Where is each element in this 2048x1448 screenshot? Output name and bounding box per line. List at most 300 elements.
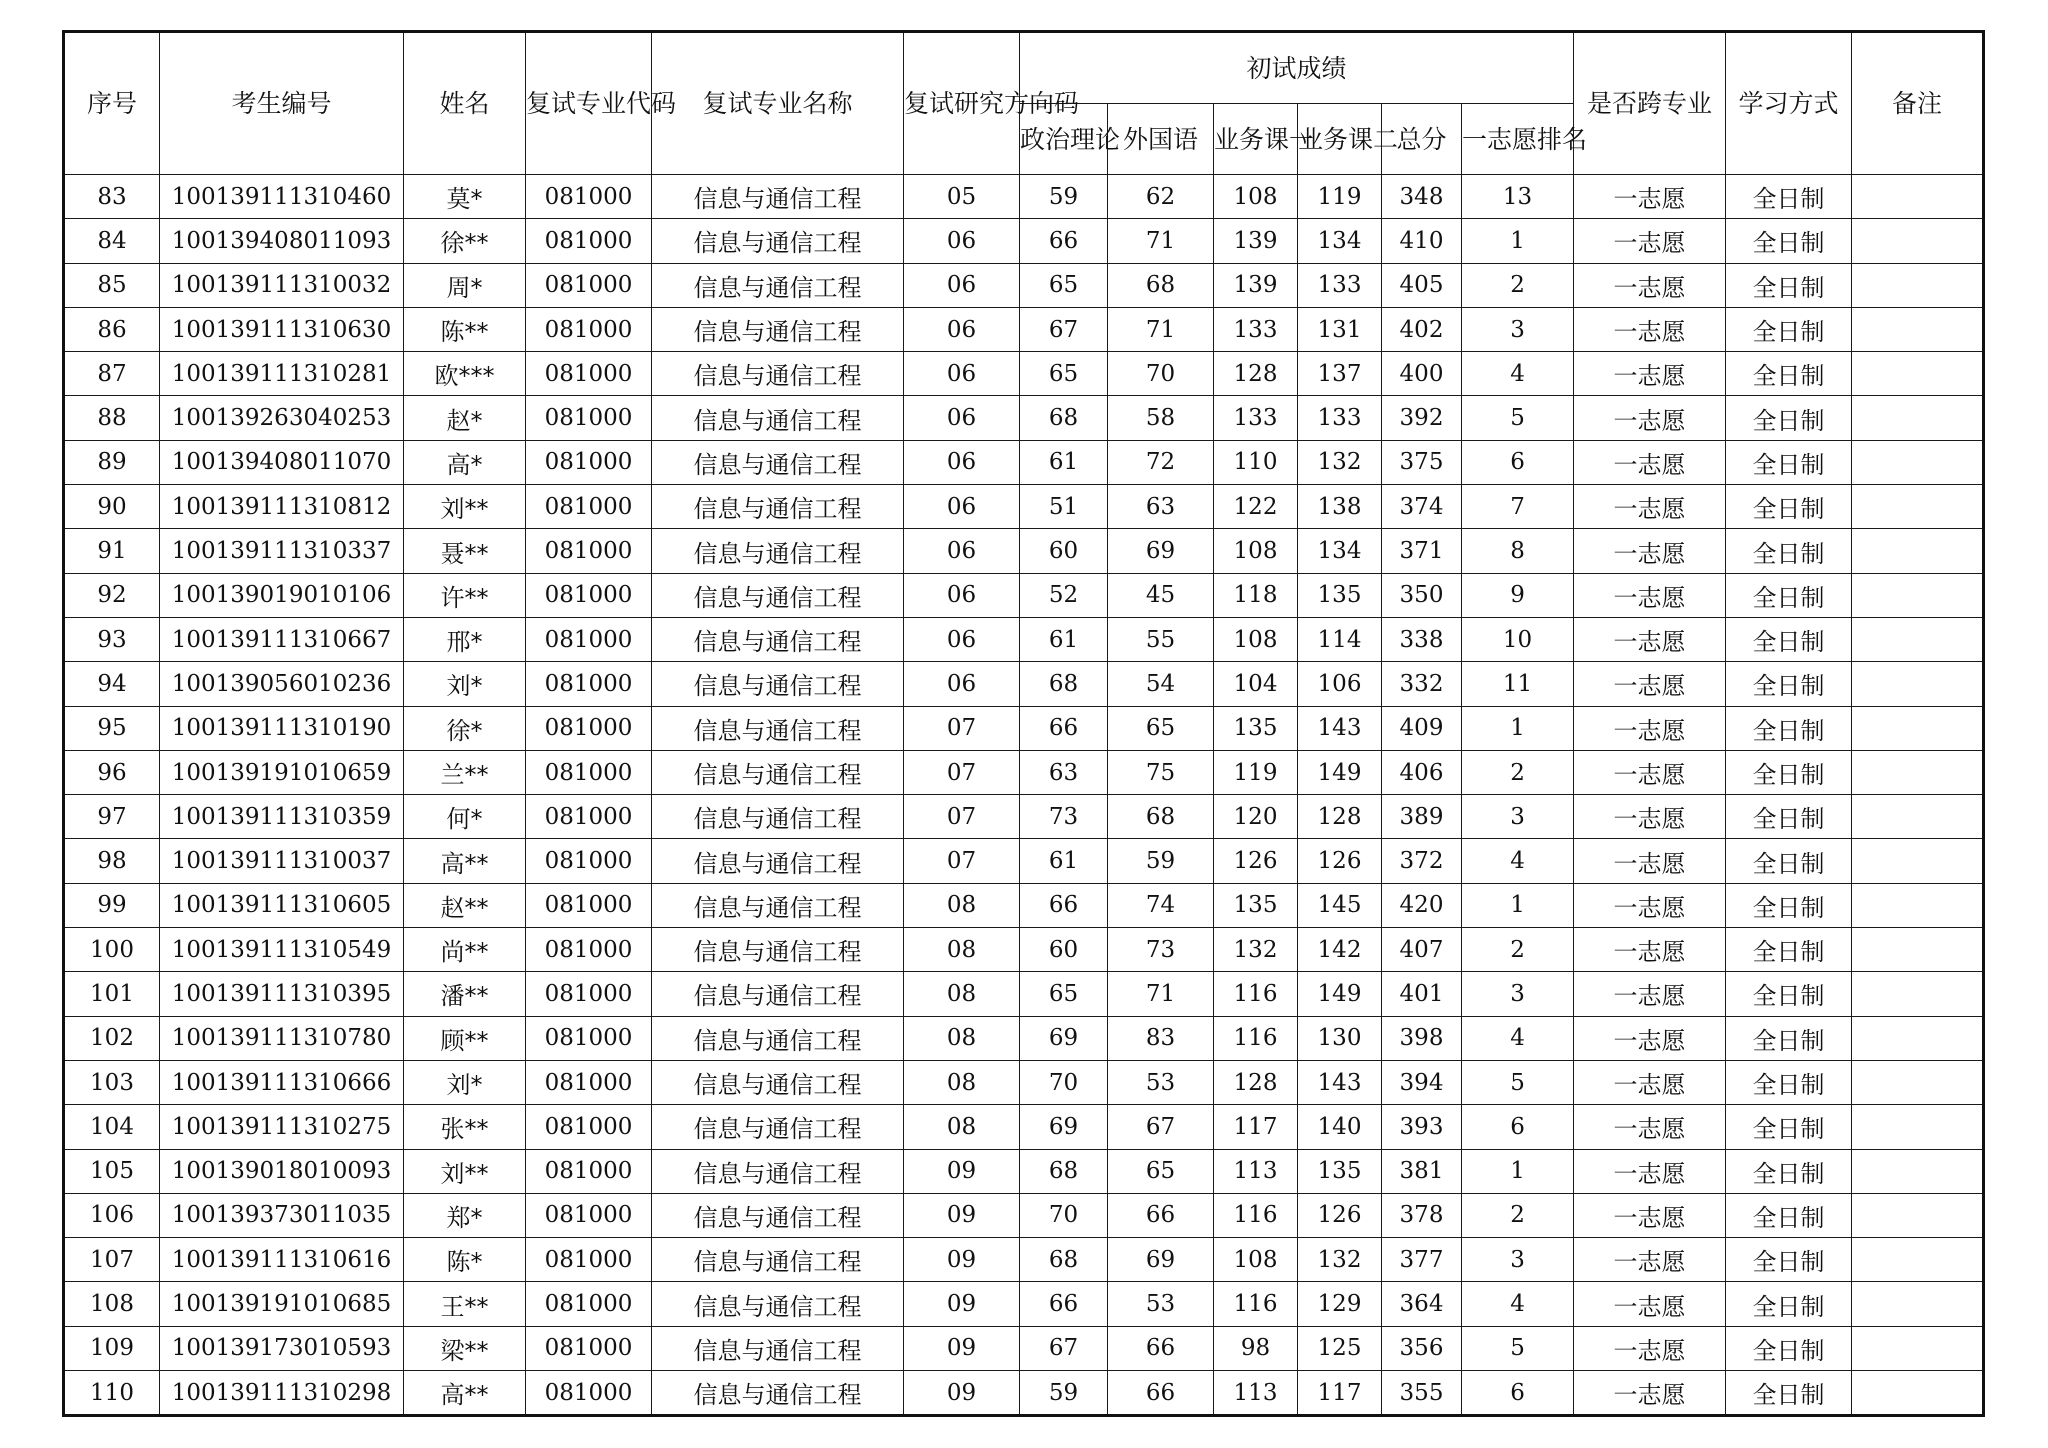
cell-remarks [1852, 1149, 1984, 1193]
cell-direction-code: 06 [904, 263, 1020, 307]
cell-major-code: 081000 [526, 750, 652, 794]
cell-total: 401 [1382, 972, 1462, 1016]
cell-seq: 94 [64, 662, 160, 706]
cell-candidate-id: 100139173010593 [160, 1326, 404, 1370]
cell-seq: 96 [64, 750, 160, 794]
cell-course2: 133 [1298, 396, 1382, 440]
cell-study-mode: 全日制 [1726, 1149, 1852, 1193]
cell-direction-code: 06 [904, 529, 1020, 573]
table-row [64, 175, 1984, 219]
table-row [64, 219, 1984, 263]
cell-major-code: 081000 [526, 795, 652, 839]
cell-major-code: 081000 [526, 573, 652, 617]
cell-rank: 2 [1462, 263, 1574, 307]
cell-name: 刘** [404, 485, 526, 529]
table-row [64, 529, 1984, 573]
cell-seq: 83 [64, 175, 160, 219]
header-major-code: 复试专业代码 [526, 32, 652, 175]
cell-course1: 120 [1214, 795, 1298, 839]
cell-course2: 132 [1298, 440, 1382, 484]
cell-study-mode: 全日制 [1726, 175, 1852, 219]
cell-seq: 95 [64, 706, 160, 750]
cell-course1: 113 [1214, 1149, 1298, 1193]
cell-foreign-language: 67 [1108, 1105, 1214, 1149]
cell-cross-major: 一志愿 [1574, 839, 1726, 883]
cell-foreign-language: 66 [1108, 1326, 1214, 1370]
cell-remarks [1852, 485, 1984, 529]
cell-cross-major: 一志愿 [1574, 928, 1726, 972]
cell-total: 348 [1382, 175, 1462, 219]
cell-direction-code: 08 [904, 883, 1020, 927]
cell-name: 赵** [404, 883, 526, 927]
cell-major-code: 081000 [526, 617, 652, 661]
cell-rank: 3 [1462, 972, 1574, 1016]
cell-major-code: 081000 [526, 352, 652, 396]
cell-name: 徐* [404, 706, 526, 750]
table-row [64, 839, 1984, 883]
cell-remarks [1852, 352, 1984, 396]
cell-name: 周* [404, 263, 526, 307]
table-row [64, 750, 1984, 794]
cell-name: 王** [404, 1282, 526, 1326]
cell-total: 350 [1382, 573, 1462, 617]
cell-name: 兰** [404, 750, 526, 794]
cell-politics: 66 [1020, 706, 1108, 750]
cell-remarks [1852, 307, 1984, 351]
cell-study-mode: 全日制 [1726, 219, 1852, 263]
cell-seq: 87 [64, 352, 160, 396]
cell-course2: 138 [1298, 485, 1382, 529]
cell-seq: 106 [64, 1193, 160, 1237]
cell-cross-major: 一志愿 [1574, 750, 1726, 794]
cell-direction-code: 06 [904, 485, 1020, 529]
cell-politics: 65 [1020, 972, 1108, 1016]
cell-course2: 114 [1298, 617, 1382, 661]
cell-study-mode: 全日制 [1726, 1371, 1852, 1416]
cell-remarks [1852, 706, 1984, 750]
table-row [64, 617, 1984, 661]
cell-name: 赵* [404, 396, 526, 440]
cell-seq: 90 [64, 485, 160, 529]
cell-course1: 133 [1214, 396, 1298, 440]
cell-course1: 135 [1214, 883, 1298, 927]
cell-course1: 119 [1214, 750, 1298, 794]
cell-course2: 117 [1298, 1371, 1382, 1416]
cell-name: 聂** [404, 529, 526, 573]
cell-major-name: 信息与通信工程 [652, 883, 904, 927]
cell-candidate-id: 100139111310281 [160, 352, 404, 396]
cell-remarks [1852, 396, 1984, 440]
cell-major-name: 信息与通信工程 [652, 219, 904, 263]
cell-foreign-language: 53 [1108, 1282, 1214, 1326]
cell-politics: 68 [1020, 1238, 1108, 1282]
cell-cross-major: 一志愿 [1574, 617, 1726, 661]
cell-major-code: 081000 [526, 1238, 652, 1282]
cell-remarks [1852, 440, 1984, 484]
cell-cross-major: 一志愿 [1574, 485, 1726, 529]
cell-rank: 2 [1462, 1193, 1574, 1237]
cell-major-code: 081000 [526, 839, 652, 883]
cell-major-code: 081000 [526, 1326, 652, 1370]
cell-course1: 122 [1214, 485, 1298, 529]
cell-course1: 104 [1214, 662, 1298, 706]
cell-study-mode: 全日制 [1726, 839, 1852, 883]
cell-remarks [1852, 263, 1984, 307]
cell-cross-major: 一志愿 [1574, 662, 1726, 706]
cell-cross-major: 一志愿 [1574, 263, 1726, 307]
cell-study-mode: 全日制 [1726, 529, 1852, 573]
header-total: 总分 [1382, 104, 1462, 175]
cell-major-code: 081000 [526, 307, 652, 351]
cell-study-mode: 全日制 [1726, 352, 1852, 396]
cell-course2: 143 [1298, 1060, 1382, 1104]
cell-major-name: 信息与通信工程 [652, 795, 904, 839]
cell-major-code: 081000 [526, 219, 652, 263]
cell-rank: 4 [1462, 1282, 1574, 1326]
cell-politics: 61 [1020, 839, 1108, 883]
cell-name: 潘** [404, 972, 526, 1016]
cell-cross-major: 一志愿 [1574, 1238, 1726, 1282]
cell-direction-code: 07 [904, 839, 1020, 883]
cell-seq: 84 [64, 219, 160, 263]
cell-direction-code: 06 [904, 617, 1020, 661]
cell-major-name: 信息与通信工程 [652, 573, 904, 617]
cell-major-name: 信息与通信工程 [652, 1371, 904, 1416]
cell-major-name: 信息与通信工程 [652, 1016, 904, 1060]
cell-major-code: 081000 [526, 662, 652, 706]
cell-name: 尚** [404, 928, 526, 972]
cell-cross-major: 一志愿 [1574, 1326, 1726, 1370]
cell-major-name: 信息与通信工程 [652, 396, 904, 440]
cell-foreign-language: 63 [1108, 485, 1214, 529]
cell-candidate-id: 100139111310812 [160, 485, 404, 529]
cell-major-code: 081000 [526, 529, 652, 573]
cell-major-name: 信息与通信工程 [652, 175, 904, 219]
cell-name: 陈** [404, 307, 526, 351]
cell-seq: 108 [64, 1282, 160, 1326]
cell-remarks [1852, 883, 1984, 927]
cell-major-code: 081000 [526, 706, 652, 750]
cell-major-code: 081000 [526, 175, 652, 219]
cell-name: 陈* [404, 1238, 526, 1282]
cell-name: 高** [404, 1371, 526, 1416]
cell-course1: 116 [1214, 1282, 1298, 1326]
cell-candidate-id: 100139111310780 [160, 1016, 404, 1060]
table-row [64, 1060, 1984, 1104]
cell-course2: 129 [1298, 1282, 1382, 1326]
header-politics: 政治理论 [1020, 104, 1108, 175]
cell-seq: 102 [64, 1016, 160, 1060]
cell-rank: 6 [1462, 440, 1574, 484]
cell-study-mode: 全日制 [1726, 750, 1852, 794]
cell-politics: 65 [1020, 352, 1108, 396]
cell-candidate-id: 100139111310032 [160, 263, 404, 307]
header-direction-code: 复试研究方向码 [904, 32, 1020, 175]
header-remarks: 备注 [1852, 32, 1984, 175]
cell-course1: 116 [1214, 1016, 1298, 1060]
cell-candidate-id: 100139111310549 [160, 928, 404, 972]
cell-cross-major: 一志愿 [1574, 529, 1726, 573]
table-row [64, 1105, 1984, 1149]
cell-direction-code: 07 [904, 795, 1020, 839]
table-row [64, 352, 1984, 396]
cell-course1: 128 [1214, 1060, 1298, 1104]
cell-total: 377 [1382, 1238, 1462, 1282]
cell-foreign-language: 54 [1108, 662, 1214, 706]
cell-course1: 108 [1214, 617, 1298, 661]
cell-direction-code: 06 [904, 440, 1020, 484]
cell-foreign-language: 71 [1108, 307, 1214, 351]
cell-total: 407 [1382, 928, 1462, 972]
cell-candidate-id: 100139111310275 [160, 1105, 404, 1149]
cell-total: 356 [1382, 1326, 1462, 1370]
cell-study-mode: 全日制 [1726, 617, 1852, 661]
header-course1: 业务课一 [1214, 104, 1298, 175]
cell-direction-code: 06 [904, 219, 1020, 263]
cell-remarks [1852, 529, 1984, 573]
cell-politics: 66 [1020, 1282, 1108, 1326]
table-row [64, 1149, 1984, 1193]
cell-name: 梁** [404, 1326, 526, 1370]
cell-direction-code: 05 [904, 175, 1020, 219]
cell-study-mode: 全日制 [1726, 1282, 1852, 1326]
cell-candidate-id: 100139111310630 [160, 307, 404, 351]
cell-candidate-id: 100139056010236 [160, 662, 404, 706]
cell-politics: 68 [1020, 662, 1108, 706]
cell-candidate-id: 100139111310359 [160, 795, 404, 839]
cell-major-code: 081000 [526, 1371, 652, 1416]
header-candidate-id: 考生编号 [160, 32, 404, 175]
cell-course1: 98 [1214, 1326, 1298, 1370]
cell-major-code: 081000 [526, 263, 652, 307]
cell-study-mode: 全日制 [1726, 307, 1852, 351]
header-rank: 一志愿排名 [1462, 104, 1574, 175]
cell-total: 332 [1382, 662, 1462, 706]
cell-major-name: 信息与通信工程 [652, 263, 904, 307]
cell-course1: 126 [1214, 839, 1298, 883]
cell-candidate-id: 100139373011035 [160, 1193, 404, 1237]
cell-name: 欧*** [404, 352, 526, 396]
cell-name: 莫* [404, 175, 526, 219]
cell-direction-code: 08 [904, 1060, 1020, 1104]
table-row [64, 440, 1984, 484]
header-course2: 业务课二 [1298, 104, 1382, 175]
cell-course2: 134 [1298, 529, 1382, 573]
cell-candidate-id: 100139191010659 [160, 750, 404, 794]
cell-study-mode: 全日制 [1726, 263, 1852, 307]
cell-course1: 139 [1214, 219, 1298, 263]
cell-direction-code: 08 [904, 972, 1020, 1016]
cell-candidate-id: 100139018010093 [160, 1149, 404, 1193]
cell-seq: 88 [64, 396, 160, 440]
cell-total: 394 [1382, 1060, 1462, 1104]
cell-cross-major: 一志愿 [1574, 573, 1726, 617]
cell-rank: 10 [1462, 617, 1574, 661]
cell-name: 何* [404, 795, 526, 839]
cell-seq: 85 [64, 263, 160, 307]
cell-politics: 60 [1020, 928, 1108, 972]
cell-total: 378 [1382, 1193, 1462, 1237]
cell-politics: 68 [1020, 396, 1108, 440]
cell-cross-major: 一志愿 [1574, 972, 1726, 1016]
header-major-name: 复试专业名称 [652, 32, 904, 175]
cell-politics: 59 [1020, 1371, 1108, 1416]
header-foreign-language: 外国语 [1108, 104, 1214, 175]
cell-total: 374 [1382, 485, 1462, 529]
cell-seq: 86 [64, 307, 160, 351]
cell-politics: 67 [1020, 1326, 1108, 1370]
table-row [64, 263, 1984, 307]
cell-foreign-language: 69 [1108, 1238, 1214, 1282]
cell-study-mode: 全日制 [1726, 1238, 1852, 1282]
cell-candidate-id: 100139191010685 [160, 1282, 404, 1326]
cell-major-name: 信息与通信工程 [652, 1238, 904, 1282]
cell-remarks [1852, 1282, 1984, 1326]
cell-direction-code: 09 [904, 1238, 1020, 1282]
cell-direction-code: 06 [904, 352, 1020, 396]
cell-rank: 1 [1462, 706, 1574, 750]
cell-study-mode: 全日制 [1726, 573, 1852, 617]
cell-cross-major: 一志愿 [1574, 396, 1726, 440]
cell-candidate-id: 100139111310616 [160, 1238, 404, 1282]
cell-cross-major: 一志愿 [1574, 1016, 1726, 1060]
cell-direction-code: 08 [904, 1105, 1020, 1149]
cell-politics: 68 [1020, 1149, 1108, 1193]
table-row [64, 795, 1984, 839]
cell-study-mode: 全日制 [1726, 1193, 1852, 1237]
cell-rank: 4 [1462, 352, 1574, 396]
cell-study-mode: 全日制 [1726, 972, 1852, 1016]
cell-study-mode: 全日制 [1726, 1016, 1852, 1060]
cell-foreign-language: 58 [1108, 396, 1214, 440]
cell-total: 400 [1382, 352, 1462, 396]
table-body [64, 175, 1984, 1416]
cell-politics: 66 [1020, 219, 1108, 263]
cell-candidate-id: 100139111310666 [160, 1060, 404, 1104]
cell-seq: 100 [64, 928, 160, 972]
cell-candidate-id: 100139111310298 [160, 1371, 404, 1416]
table-header [64, 32, 1984, 175]
cell-course2: 137 [1298, 352, 1382, 396]
cell-seq: 91 [64, 529, 160, 573]
table-row [64, 396, 1984, 440]
cell-total: 364 [1382, 1282, 1462, 1326]
cell-total: 410 [1382, 219, 1462, 263]
cell-study-mode: 全日制 [1726, 1060, 1852, 1104]
cell-politics: 73 [1020, 795, 1108, 839]
cell-major-code: 081000 [526, 1149, 652, 1193]
cell-remarks [1852, 839, 1984, 883]
cell-candidate-id: 100139019010106 [160, 573, 404, 617]
cell-major-name: 信息与通信工程 [652, 928, 904, 972]
table-row [64, 1371, 1984, 1416]
cell-foreign-language: 69 [1108, 529, 1214, 573]
cell-remarks [1852, 1060, 1984, 1104]
cell-seq: 103 [64, 1060, 160, 1104]
cell-remarks [1852, 662, 1984, 706]
cell-study-mode: 全日制 [1726, 795, 1852, 839]
cell-direction-code: 08 [904, 1016, 1020, 1060]
cell-name: 刘* [404, 662, 526, 706]
table-row [64, 662, 1984, 706]
cell-candidate-id: 100139408011070 [160, 440, 404, 484]
cell-course1: 132 [1214, 928, 1298, 972]
cell-study-mode: 全日制 [1726, 662, 1852, 706]
table-row [64, 1238, 1984, 1282]
cell-total: 338 [1382, 617, 1462, 661]
cell-study-mode: 全日制 [1726, 928, 1852, 972]
cell-foreign-language: 59 [1108, 839, 1214, 883]
cell-cross-major: 一志愿 [1574, 795, 1726, 839]
cell-politics: 61 [1020, 440, 1108, 484]
cell-major-name: 信息与通信工程 [652, 617, 904, 661]
cell-total: 405 [1382, 263, 1462, 307]
cell-major-code: 081000 [526, 883, 652, 927]
cell-politics: 66 [1020, 883, 1108, 927]
cell-course2: 142 [1298, 928, 1382, 972]
cell-foreign-language: 70 [1108, 352, 1214, 396]
cell-remarks [1852, 1193, 1984, 1237]
cell-rank: 6 [1462, 1105, 1574, 1149]
cell-seq: 107 [64, 1238, 160, 1282]
cell-course1: 110 [1214, 440, 1298, 484]
cell-candidate-id: 100139111310337 [160, 529, 404, 573]
cell-total: 398 [1382, 1016, 1462, 1060]
cell-total: 392 [1382, 396, 1462, 440]
cell-major-name: 信息与通信工程 [652, 485, 904, 529]
cell-course2: 126 [1298, 1193, 1382, 1237]
cell-politics: 63 [1020, 750, 1108, 794]
cell-foreign-language: 75 [1108, 750, 1214, 794]
cell-course2: 143 [1298, 706, 1382, 750]
cell-foreign-language: 55 [1108, 617, 1214, 661]
cell-remarks [1852, 617, 1984, 661]
cell-major-name: 信息与通信工程 [652, 750, 904, 794]
cell-rank: 1 [1462, 219, 1574, 263]
table-row [64, 573, 1984, 617]
cell-foreign-language: 83 [1108, 1016, 1214, 1060]
score-table [62, 30, 1985, 1417]
cell-major-name: 信息与通信工程 [652, 1193, 904, 1237]
cell-major-code: 081000 [526, 928, 652, 972]
cell-study-mode: 全日制 [1726, 706, 1852, 750]
cell-course2: 125 [1298, 1326, 1382, 1370]
cell-cross-major: 一志愿 [1574, 1282, 1726, 1326]
cell-remarks [1852, 1238, 1984, 1282]
cell-course1: 113 [1214, 1371, 1298, 1416]
cell-remarks [1852, 219, 1984, 263]
cell-rank: 5 [1462, 396, 1574, 440]
cell-remarks [1852, 573, 1984, 617]
cell-politics: 69 [1020, 1016, 1108, 1060]
cell-course1: 117 [1214, 1105, 1298, 1149]
cell-major-name: 信息与通信工程 [652, 972, 904, 1016]
cell-cross-major: 一志愿 [1574, 1371, 1726, 1416]
cell-cross-major: 一志愿 [1574, 706, 1726, 750]
cell-total: 409 [1382, 706, 1462, 750]
cell-foreign-language: 62 [1108, 175, 1214, 219]
cell-name: 高** [404, 839, 526, 883]
cell-major-name: 信息与通信工程 [652, 662, 904, 706]
cell-cross-major: 一志愿 [1574, 1193, 1726, 1237]
cell-study-mode: 全日制 [1726, 883, 1852, 927]
cell-total: 420 [1382, 883, 1462, 927]
cell-major-code: 081000 [526, 1193, 652, 1237]
cell-foreign-language: 68 [1108, 263, 1214, 307]
cell-course1: 116 [1214, 1193, 1298, 1237]
cell-candidate-id: 100139111310395 [160, 972, 404, 1016]
cell-rank: 2 [1462, 750, 1574, 794]
